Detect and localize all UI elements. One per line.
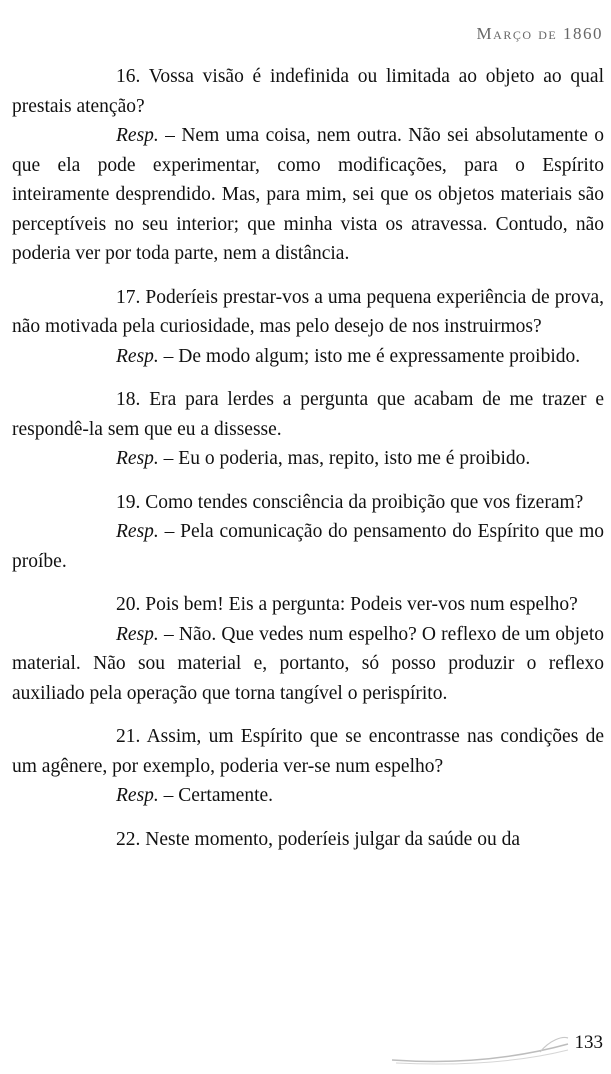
- swoosh-ornament-icon: [390, 1030, 570, 1066]
- question-text: 18. Era para lerdes a pergunta que acabam de me trazer e respondê-la sem que eu a dissesse.: [12, 389, 604, 440]
- qa-item-20: [12, 590, 604, 708]
- answer-text: – Não. Que vedes num espelho? O reflexo de um objeto material. Não sou material e, portanto, só posso produzir o reflexo auxiliado pela operação que torna tangível o perispírito.: [12, 623, 604, 704]
- answer-text: – Eu o poderia, mas, repito, isto me é proibido.: [158, 448, 531, 469]
- question-text: 17. Poderíeis prestar-vos a uma pequena experiência de prova, não motivada pela curiosidade, mas pelo desejo de nos instruirmos?: [12, 286, 604, 337]
- answer-paragraph: [12, 517, 604, 576]
- answer-text: – Certamente.: [158, 785, 274, 806]
- answer-paragraph: [12, 121, 604, 269]
- running-header: Março de 1860: [476, 24, 603, 43]
- page-number: 133: [574, 1032, 603, 1053]
- question-text: 20. Pois bem! Eis a pergunta: Podeis ver-vos num espelho?: [116, 594, 578, 615]
- qa-item-16: [12, 62, 604, 269]
- qa-item-19: [12, 488, 604, 577]
- resp-label: Resp.: [116, 785, 159, 806]
- question-text: 16. Vossa visão é indefinida ou limitada ao objeto ao qual prestais atenção?: [12, 66, 604, 117]
- question-text: 22. Neste momento, poderíeis julgar da saúde ou da: [116, 828, 520, 850]
- qa-item-21: [12, 722, 604, 811]
- resp-label: Resp.: [116, 521, 159, 542]
- resp-label: Resp.: [116, 448, 159, 469]
- answer-paragraph: [12, 781, 604, 811]
- qa-item-22: [12, 825, 604, 855]
- page-footer: [0, 1014, 611, 1074]
- resp-label: Resp.: [116, 623, 159, 645]
- question-text: 21. Assim, um Espírito que se encontrasse nas condições de um agênere, por exemplo, poderia ver-se num espelho?: [12, 726, 604, 777]
- answer-text: – De modo algum; isto me é expressamente proibido.: [158, 345, 581, 367]
- qa-item-17: [12, 283, 604, 372]
- resp-label: Resp.: [116, 125, 159, 146]
- answer-paragraph: [12, 444, 604, 474]
- answer-text: – Pela comunicação do pensamento do Espírito que mo proíbe.: [12, 521, 604, 572]
- answer-paragraph: [12, 342, 604, 372]
- answer-text: – Nem uma coisa, nem outra. Não sei absolutamente o que ela pode experimentar, como modificações, para o Espírito inteiramente desprendido. Mas, para mim, sei que os objetos materiais são perceptíveis no seu interior; que minha vista os atravessa. Contudo, não poderia ver por toda parte, nem a distância.: [12, 125, 604, 264]
- page-body: [12, 62, 604, 868]
- qa-item-18: [12, 385, 604, 474]
- answer-paragraph: [12, 620, 604, 709]
- resp-label: Resp.: [116, 345, 159, 367]
- question-text: 19. Como tendes consciência da proibição que vos fizeram?: [116, 491, 584, 513]
